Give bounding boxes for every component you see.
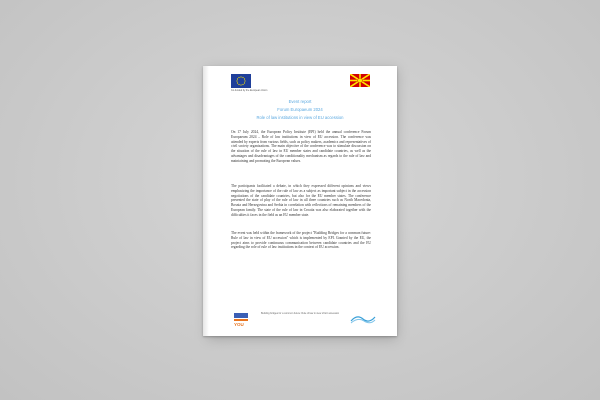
paragraph-2: The participants facilitated a debate, in which they expressed different opinions and views emphasizing the importance of the rule of law as a subject as important subject in the accession negotiations of the candidate countries, but also for the EU member states. The conference presented the state of play of the rule of law in all three countries such as North Macedonia, Bosnia and Herzegovina and Serbia in correlation with reflections of remaining members of the European family. The state of the rule of law in Croatia was also elaborated together with the difficulties it faces in the field as an EU member state.: [231, 184, 371, 217]
project-logo-text: YOU: [234, 322, 244, 327]
macedonia-flag-icon: [350, 74, 370, 87]
partner-logo-icon: [349, 312, 377, 326]
project-logo: [231, 310, 251, 330]
report-header: [203, 98, 397, 122]
event-topic: Role of law institutions in view of EU accession: [256, 115, 344, 120]
footer-caption: Building bridges for a common future: Rule of law in view of EU accession: [261, 312, 340, 315]
eu-logo: [231, 74, 268, 92]
event-name: Forum Europaeum 2024: [277, 107, 323, 112]
eu-caption: Co-funded by the European Union: [231, 89, 268, 92]
eu-flag-icon: [231, 74, 251, 88]
paragraph-1: On 17 July 2024, the European Policy Institute (EPI) held the annual conference Forum Europaeum 2024 – Role of law institutions in view of EU accession. The conference was attended by experts from various fields, such as policy makers, academics and representatives of civil society organizations. The main objective of the conference was to stimulate discussion on the situation of the rule of law in EU member states and candidate countries, as well as the advantages and disadvantages of the conditionality mechanism as regards to the rule of law and maintaining and promoting the European values.: [231, 130, 371, 163]
report-type: Event report: [288, 99, 312, 104]
paragraph-3: The event was held within the framework of the project "Building Bridges for a common future: Rule of law in view of EU accession" which is implemented by EPI. Granted by the EU, the project aims to provide continuous communication between candidate countries and the EU regarding the role of rule of law institutions in the context of EU accession.: [231, 231, 371, 250]
report-document: [203, 66, 397, 336]
